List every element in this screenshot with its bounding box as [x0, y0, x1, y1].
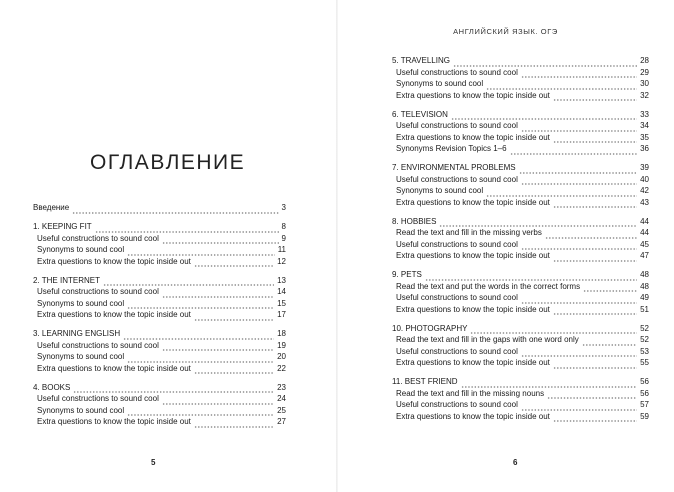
toc-page-number: 49	[640, 293, 649, 302]
toc-leader-dots	[162, 397, 274, 405]
toc-page-number: 45	[640, 239, 649, 249]
toc-leader-dots	[162, 290, 274, 298]
toc-subentry[interactable]	[392, 292, 649, 304]
toc-subentry[interactable]	[33, 233, 286, 245]
toc-entry-label: Useful constructions to sound cool	[37, 394, 159, 403]
toc-gap	[33, 214, 286, 222]
toc-leader-dots	[486, 189, 637, 197]
toc-page-number: 8	[281, 222, 286, 231]
toc-entry-label: Extra questions to know the topic inside out	[37, 417, 191, 426]
toc-leader-dots	[194, 366, 274, 374]
toc-leader-dots	[470, 326, 637, 334]
toc-leader-dots	[123, 332, 274, 340]
toc-subentry[interactable]	[392, 239, 649, 251]
toc-leader-dots	[439, 219, 637, 227]
toc-subentry[interactable]	[392, 120, 649, 132]
toc-entry-label: 10. PHOTOGRAPHY	[392, 323, 468, 333]
toc-leader-dots	[95, 225, 279, 233]
toc-entry-label: Extra questions to know the topic inside out	[37, 363, 191, 373]
toc-leader-dots	[425, 273, 637, 281]
toc-subentry[interactable]	[392, 90, 649, 102]
toc-entry-label: Extra questions to know the topic inside out	[396, 132, 550, 142]
toc-page-number: 19	[277, 340, 286, 350]
toc-leader-dots	[545, 231, 637, 239]
toc-subentry[interactable]	[392, 143, 649, 155]
toc-subentry[interactable]	[392, 174, 649, 186]
toc-page-number: 30	[640, 79, 649, 88]
toc-subentry[interactable]	[392, 388, 649, 400]
toc-entry-label: 4. BOOKS	[33, 382, 71, 392]
toc-leader-dots	[519, 166, 638, 174]
toc-leader-dots	[162, 236, 279, 244]
toc-chapter[interactable]	[392, 376, 649, 388]
toc-chapter[interactable]	[392, 162, 649, 174]
toc-entry-label: 9. PETS	[392, 270, 422, 279]
toc-page-number: 17	[277, 310, 286, 319]
toc-entry-label: Useful constructions to sound cool	[396, 346, 518, 356]
toc-page-number: 9	[281, 233, 286, 243]
toc-page-number: 48	[640, 270, 649, 279]
toc-entry-label: Extra questions to know the topic inside out	[396, 304, 550, 314]
toc-chapter[interactable]	[33, 202, 286, 214]
toc-gap	[392, 155, 649, 163]
toc-page-number: 11	[277, 245, 286, 254]
toc-entry-label: Extra questions to know the topic inside out	[37, 310, 191, 319]
toc-subentry[interactable]	[33, 340, 286, 352]
toc-leader-dots	[510, 147, 638, 155]
toc-leader-dots	[553, 200, 637, 208]
toc-subentry[interactable]	[392, 250, 649, 262]
toc-gap	[392, 262, 649, 270]
toc-chapter[interactable]	[392, 109, 649, 121]
toc-subentry[interactable]	[33, 309, 286, 321]
toc-page-number: 42	[640, 186, 649, 195]
toc-entry-label: Read the text and fill in the gaps with one word only	[396, 335, 579, 344]
toc-leader-dots	[451, 112, 637, 120]
toc-chapter[interactable]	[33, 221, 286, 233]
toc-entry-label: Useful constructions to sound cool	[396, 121, 518, 130]
toc-leader-dots	[553, 307, 637, 315]
toc-entry-label: Useful constructions to sound cool	[37, 233, 159, 243]
toc-leader-dots	[521, 296, 637, 304]
toc-leader-dots	[127, 355, 274, 363]
toc-page-number: 47	[640, 251, 649, 260]
toc-entry-label: Synonyms to sound cool	[396, 79, 484, 88]
toc-entry-label: Read the text and fill in the missing verbs	[396, 228, 542, 237]
running-header: АНГЛИЙСКИЙ ЯЗЫК. ОГЭ	[453, 27, 558, 36]
toc-chapter[interactable]	[392, 323, 649, 335]
toc-leader-dots	[553, 135, 637, 143]
toc-leader-dots	[461, 380, 638, 388]
toc-gap	[392, 208, 649, 216]
toc-entry-label: Synonyms to sound cool	[37, 405, 125, 415]
page-number-right: 6	[513, 458, 518, 467]
toc-gap	[33, 267, 286, 275]
toc-entry-label: Extra questions to know the topic inside out	[396, 197, 550, 207]
toc-page-number: 52	[640, 323, 649, 333]
toc-page-number: 44	[640, 228, 649, 237]
toc-entry-label: Extra questions to know the topic inside out	[396, 358, 550, 367]
toc-subentry[interactable]	[392, 304, 649, 316]
toc-subentry[interactable]	[33, 256, 286, 268]
toc-page-number: 12	[277, 256, 286, 266]
toc-page-number: 39	[640, 163, 649, 172]
toc-entry-label: Extra questions to know the topic inside out	[396, 90, 550, 100]
toc-chapter[interactable]	[392, 269, 649, 281]
toc-entry-label: Useful constructions to sound cool	[396, 174, 518, 184]
toc-subentry[interactable]	[392, 357, 649, 369]
toc-subentry[interactable]	[33, 416, 286, 428]
page-number-left: 5	[151, 458, 156, 467]
toc-leader-dots	[553, 93, 637, 101]
toc-leader-dots	[453, 59, 637, 67]
toc-leader-dots	[72, 206, 278, 214]
toc-entry-label: Extra questions to know the topic inside out	[37, 256, 191, 266]
toc-chapter[interactable]	[33, 275, 286, 287]
toc-leader-dots	[103, 278, 274, 286]
toc-page-number: 56	[640, 377, 649, 386]
toc-leader-dots	[582, 338, 637, 346]
toc-entry-label: Synonyms to sound cool	[37, 352, 125, 361]
toc-subentry[interactable]	[33, 393, 286, 405]
toc-subentry[interactable]	[33, 405, 286, 417]
toc-page-number: 43	[640, 197, 649, 207]
toc-gap	[33, 321, 286, 329]
toc-entry-label: 11. BEST FRIEND	[392, 377, 458, 386]
toc-leader-dots	[521, 177, 637, 185]
toc-leader-dots	[553, 361, 637, 369]
toc-page-number: 36	[640, 144, 649, 153]
toc-leader-dots	[521, 124, 637, 132]
toc-subentry[interactable]	[392, 67, 649, 79]
toc-page-number: 55	[640, 358, 649, 367]
toc-leader-dots	[127, 248, 275, 256]
toc-entry-label: Введение	[33, 203, 70, 212]
toc-subentry[interactable]	[33, 244, 286, 256]
toc-gap	[392, 315, 649, 323]
toc-leader-dots	[547, 391, 637, 399]
toc-page-number: 48	[640, 281, 649, 291]
toc-entry-label: Extra questions to know the topic inside out	[396, 411, 550, 421]
toc-page-number: 40	[640, 174, 649, 184]
toc-entry-label: 3. LEARNING ENGLISH	[33, 329, 121, 338]
toc-entry-label: Useful constructions to sound cool	[396, 239, 518, 249]
toc-chapter[interactable]	[33, 328, 286, 340]
toc-subentry[interactable]	[392, 411, 649, 423]
toc-subentry[interactable]	[33, 351, 286, 363]
toc-chapter[interactable]	[33, 382, 286, 394]
toc-gap	[392, 101, 649, 109]
toc-leader-dots	[127, 408, 274, 416]
toc-leader-dots	[521, 242, 637, 250]
toc-page-number: 27	[277, 417, 286, 426]
toc-leader-dots	[486, 82, 637, 90]
toc-entry-label: Useful constructions to sound cool	[396, 67, 518, 77]
toc-subentry[interactable]	[392, 399, 649, 411]
toc-entry-label: 6. TELEVISION	[392, 109, 448, 119]
toc-subentry[interactable]	[392, 197, 649, 209]
toc-page-number: 15	[277, 298, 286, 308]
toc-page-number: 35	[640, 132, 649, 142]
toc-page-number: 32	[640, 90, 649, 100]
toc-subentry[interactable]	[392, 132, 649, 144]
toc-entry-label: Read the text and put the words in the correct forms	[396, 281, 581, 291]
toc-page-number: 34	[640, 121, 649, 130]
toc-entry-label: Synonyms Revision Topics 1–6	[396, 144, 507, 153]
toc-leader-dots	[194, 313, 274, 321]
toc-page-number: 44	[640, 216, 649, 226]
toc-page-number: 52	[640, 335, 649, 344]
toc-page-number: 24	[277, 394, 286, 403]
toc-leader-dots	[583, 284, 637, 292]
toc-subentry[interactable]	[392, 334, 649, 346]
toc-page-number: 56	[640, 388, 649, 398]
toc-page-number: 14	[277, 287, 286, 296]
toc-leader-dots	[127, 301, 274, 309]
toc-page-number: 51	[640, 304, 649, 314]
toc-leader-dots	[521, 70, 637, 78]
toc-entry-label: Read the text and fill in the missing nouns	[396, 388, 545, 398]
toc-entry-label: 5. TRAVELLING	[392, 56, 450, 65]
toc-page-number: 59	[640, 411, 649, 421]
toc-leader-dots	[521, 403, 637, 411]
toc-page-number: 20	[277, 352, 286, 361]
toc-entry-label: Useful constructions to sound cool	[37, 287, 159, 296]
toc-entry-label: 1. KEEPING FIT	[33, 222, 92, 231]
page-title: ОГЛАВЛЕНИЕ	[90, 151, 246, 174]
toc-leader-dots	[194, 259, 274, 267]
toc-leader-dots	[553, 254, 637, 262]
toc-page-number: 28	[640, 56, 649, 65]
toc-leader-dots	[521, 349, 637, 357]
toc-chapter[interactable]	[392, 216, 649, 228]
toc-leader-dots	[553, 414, 637, 422]
toc-page-number: 33	[640, 109, 649, 119]
toc-page-number: 25	[277, 405, 286, 415]
toc-subentry[interactable]	[33, 286, 286, 298]
toc-leader-dots	[162, 343, 274, 351]
toc-page-number: 57	[640, 400, 649, 409]
toc-subentry[interactable]	[33, 363, 286, 375]
toc-subentry[interactable]	[392, 281, 649, 293]
toc-entry-label: Extra questions to know the topic inside out	[396, 251, 550, 260]
toc-page-number: 29	[640, 67, 649, 77]
toc-subentry[interactable]	[392, 185, 649, 197]
toc-entry-label: 2. THE INTERNET	[33, 275, 100, 285]
toc-page-number: 53	[640, 346, 649, 356]
toc-subentry[interactable]	[392, 78, 649, 90]
toc-entry-label: Synonyms to sound cool	[396, 186, 484, 195]
toc-leader-dots	[73, 385, 274, 393]
toc-entry-label: 8. HOBBIES	[392, 216, 437, 226]
toc-subentry[interactable]	[392, 227, 649, 239]
toc-page-number: 13	[277, 275, 286, 285]
toc-entry-label: Synonyms to sound cool	[37, 298, 125, 308]
toc-page-number: 23	[277, 382, 286, 392]
toc-entry-label: Useful constructions to sound cool	[396, 400, 518, 409]
toc-page-number: 18	[277, 329, 286, 338]
toc-page-number: 22	[277, 363, 286, 373]
toc-left	[33, 202, 286, 428]
toc-gap	[392, 369, 649, 377]
toc-chapter[interactable]	[392, 55, 649, 67]
toc-leader-dots	[194, 420, 274, 428]
toc-gap	[33, 374, 286, 382]
toc-entry-label: Useful constructions to sound cool	[396, 293, 518, 302]
toc-right	[392, 55, 649, 422]
toc-subentry[interactable]	[33, 298, 286, 310]
right-page	[337, 0, 674, 492]
toc-entry-label: Useful constructions to sound cool	[37, 340, 159, 350]
toc-entry-label: Synonyms to sound cool	[37, 245, 125, 254]
toc-entry-label: 7. ENVIRONMENTAL PROBLEMS	[392, 163, 516, 172]
toc-page-number: 3	[281, 203, 286, 212]
toc-subentry[interactable]	[392, 346, 649, 358]
